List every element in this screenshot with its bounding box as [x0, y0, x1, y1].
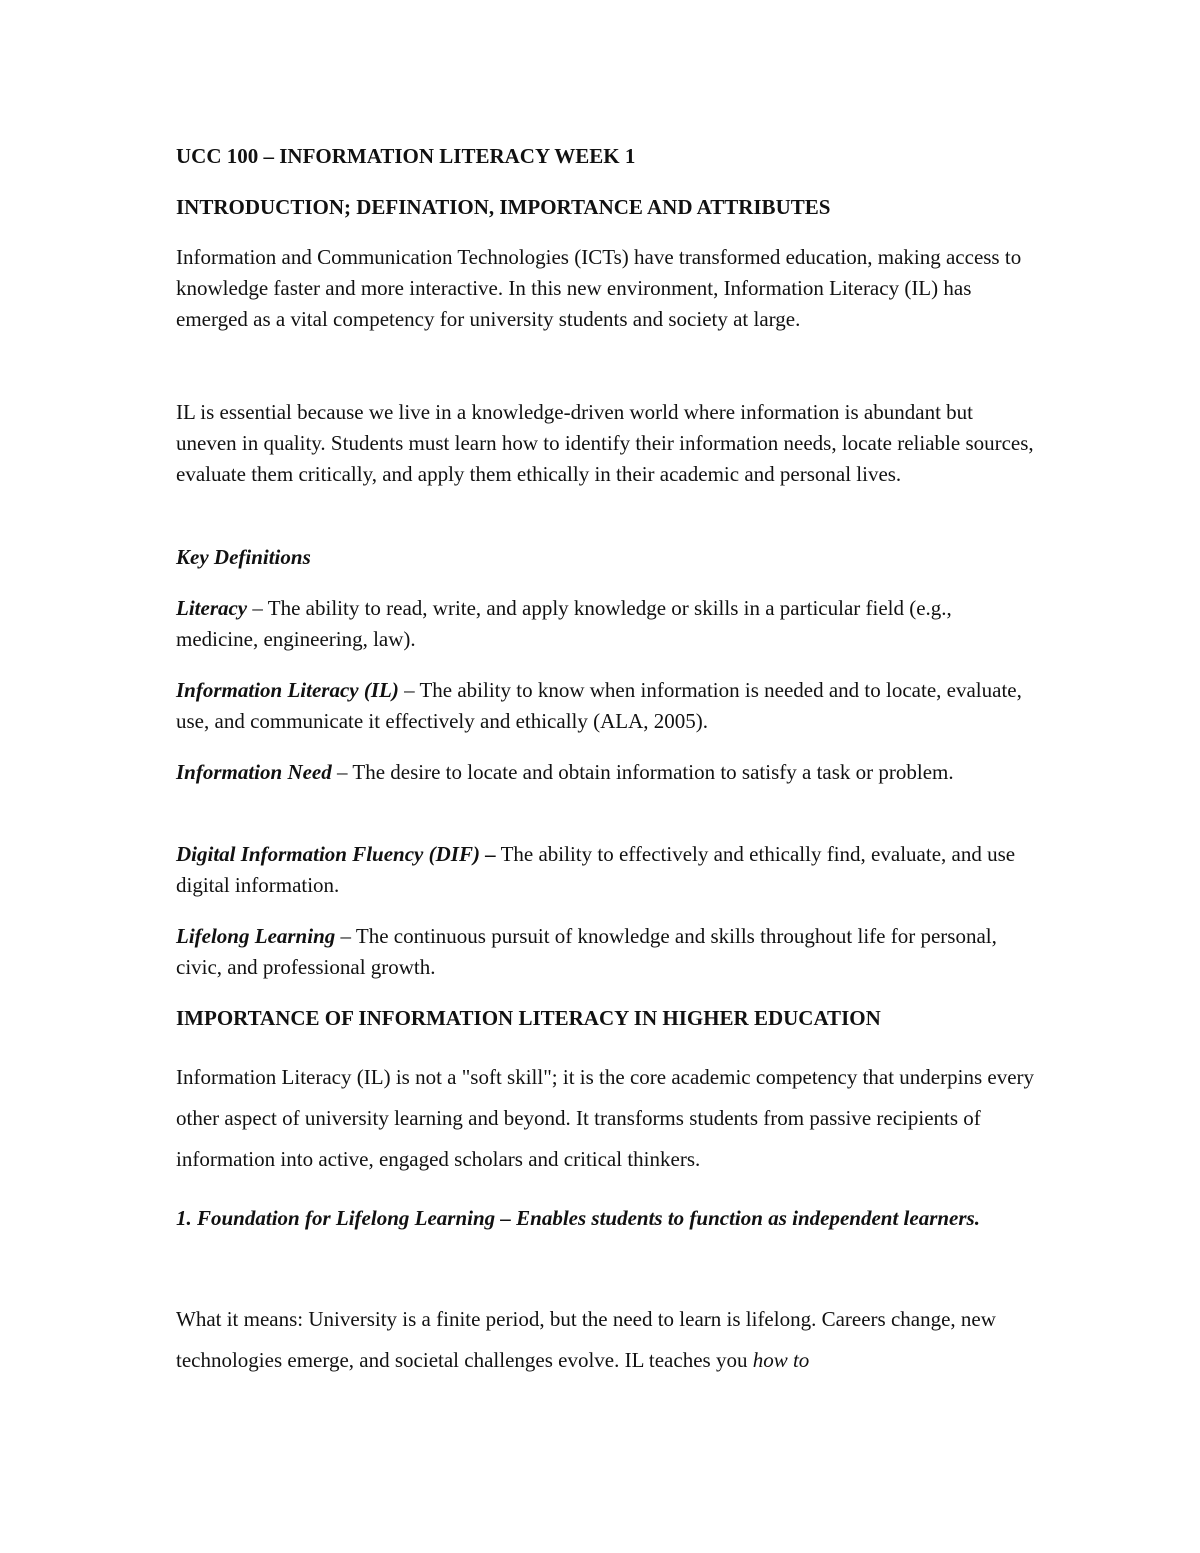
- importance-heading: IMPORTANCE OF INFORMATION LITERACY IN HIGHER EDUCATION: [176, 1006, 881, 1030]
- definition-text: – The ability to read, write, and apply knowledge or skills in a particular field (e.g., medicine, engineering, law).: [176, 596, 952, 651]
- definition-lifelong-learning: [176, 921, 1036, 983]
- document-title: UCC 100 – INFORMATION LITERACY WEEK 1: [176, 144, 636, 168]
- definition-text: The ability to effectively and ethically find, evaluate, and use digital information.: [176, 842, 1016, 897]
- definition-text: – The continuous pursuit of knowledge and skills throughout life for personal, civic, and professional growth.: [176, 924, 997, 979]
- document-subtitle: INTRODUCTION; DEFINATION, IMPORTANCE AND ATTRIBUTES: [176, 195, 831, 219]
- definition-information-literacy: [176, 675, 1036, 737]
- definition-digital-information-fluency: [176, 839, 1036, 901]
- point-1-text-italic: how to: [752, 1348, 810, 1372]
- definition-literacy: [176, 593, 1036, 655]
- point-1-paragraph: [176, 1299, 1036, 1381]
- definition-term: Lifelong Learning: [176, 924, 336, 948]
- intro-paragraph-1: Information and Communication Technologies (ICTs) have transformed education, making access to knowledge faster and more interactive. In this new environment, Information Literacy (IL) has emerged as a vital competency for university students and society at large.: [176, 245, 1022, 331]
- key-definitions-heading: Key Definitions: [176, 545, 311, 569]
- definition-term: Information Literacy (IL): [176, 678, 399, 702]
- intro-paragraph-2: IL is essential because we live in a knowledge-driven world where information is abundant but uneven in quality. Students must learn how to identify their information needs, locate reliable sources, evaluate them critically, and apply them ethically in their academic and personal lives.: [176, 400, 1034, 486]
- definition-term: Literacy: [176, 596, 248, 620]
- importance-paragraph: Information Literacy (IL) is not a "soft skill"; it is the core academic competency that underpins every other aspect of university learning and beyond. It transforms students from passive recipients of information into active, engaged scholars and critical thinkers.: [176, 1065, 1035, 1171]
- point-1-text: What it means: University is a finite period, but the need to learn is lifelong. Careers change, new technologies emerge, and societal challenges evolve. IL teaches you: [176, 1307, 996, 1372]
- definition-term: Digital Information Fluency (DIF) –: [176, 842, 496, 866]
- definition-information-need: [176, 757, 1036, 788]
- point-1-heading: 1. Foundation for Lifelong Learning – Enables students to function as independent learners.: [176, 1206, 980, 1230]
- definition-text: – The desire to locate and obtain information to satisfy a task or problem.: [331, 760, 954, 784]
- definition-text: – The ability to know when information is needed and to locate, evaluate, use, and communicate it effectively and ethically (ALA, 2005).: [176, 678, 1022, 733]
- definition-term: Information Need: [176, 760, 332, 784]
